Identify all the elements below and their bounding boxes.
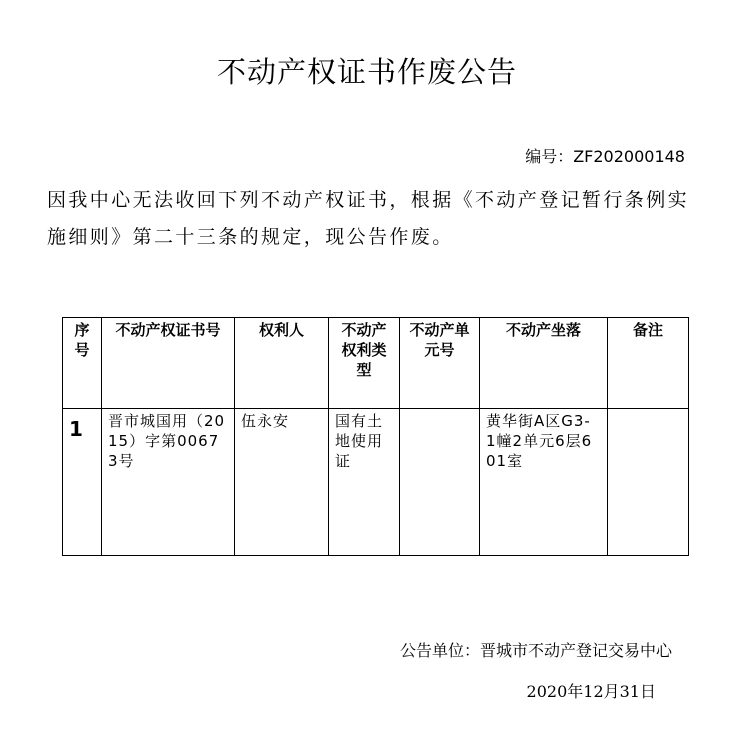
header-location: 不动产坐落 [480, 318, 608, 409]
notice-title: 不动产权证书作废公告 [216, 55, 517, 89]
table-row [63, 409, 689, 556]
table-header-row [63, 318, 689, 409]
document-number: 编号：ZF202000148 [525, 147, 685, 166]
cell-cert-no: 晋市城国用（2015）字第00673号 [102, 409, 235, 556]
cell-right-type: 国有土地使用证 [329, 409, 400, 556]
certificate-table [62, 317, 689, 556]
header-remark: 备注 [608, 318, 689, 409]
cell-holder: 伍永安 [235, 409, 329, 556]
cell-unit-no [400, 409, 480, 556]
cell-location: 黄华街A区G3-1幢2单元6层601室 [480, 409, 608, 556]
header-seq: 序号 [63, 318, 102, 409]
publisher-unit: 公告单位：晋城市不动产登记交易中心 [399, 641, 672, 660]
header-holder: 权利人 [235, 318, 329, 409]
cell-remark [608, 409, 689, 556]
notice-body-text: 因我中心无法收回下列不动产权证书，根据《不动产登记暂行条例实施细则》第二十三条的规定，现公告作废。 [47, 189, 690, 248]
header-right-type: 不动产权利类型 [329, 318, 400, 409]
cell-seq: 1 [63, 409, 102, 556]
publish-date: 2020年12月31日 [526, 682, 656, 701]
header-unit-no: 不动产单元号 [400, 318, 480, 409]
header-cert-no: 不动产权证书号 [102, 318, 235, 409]
